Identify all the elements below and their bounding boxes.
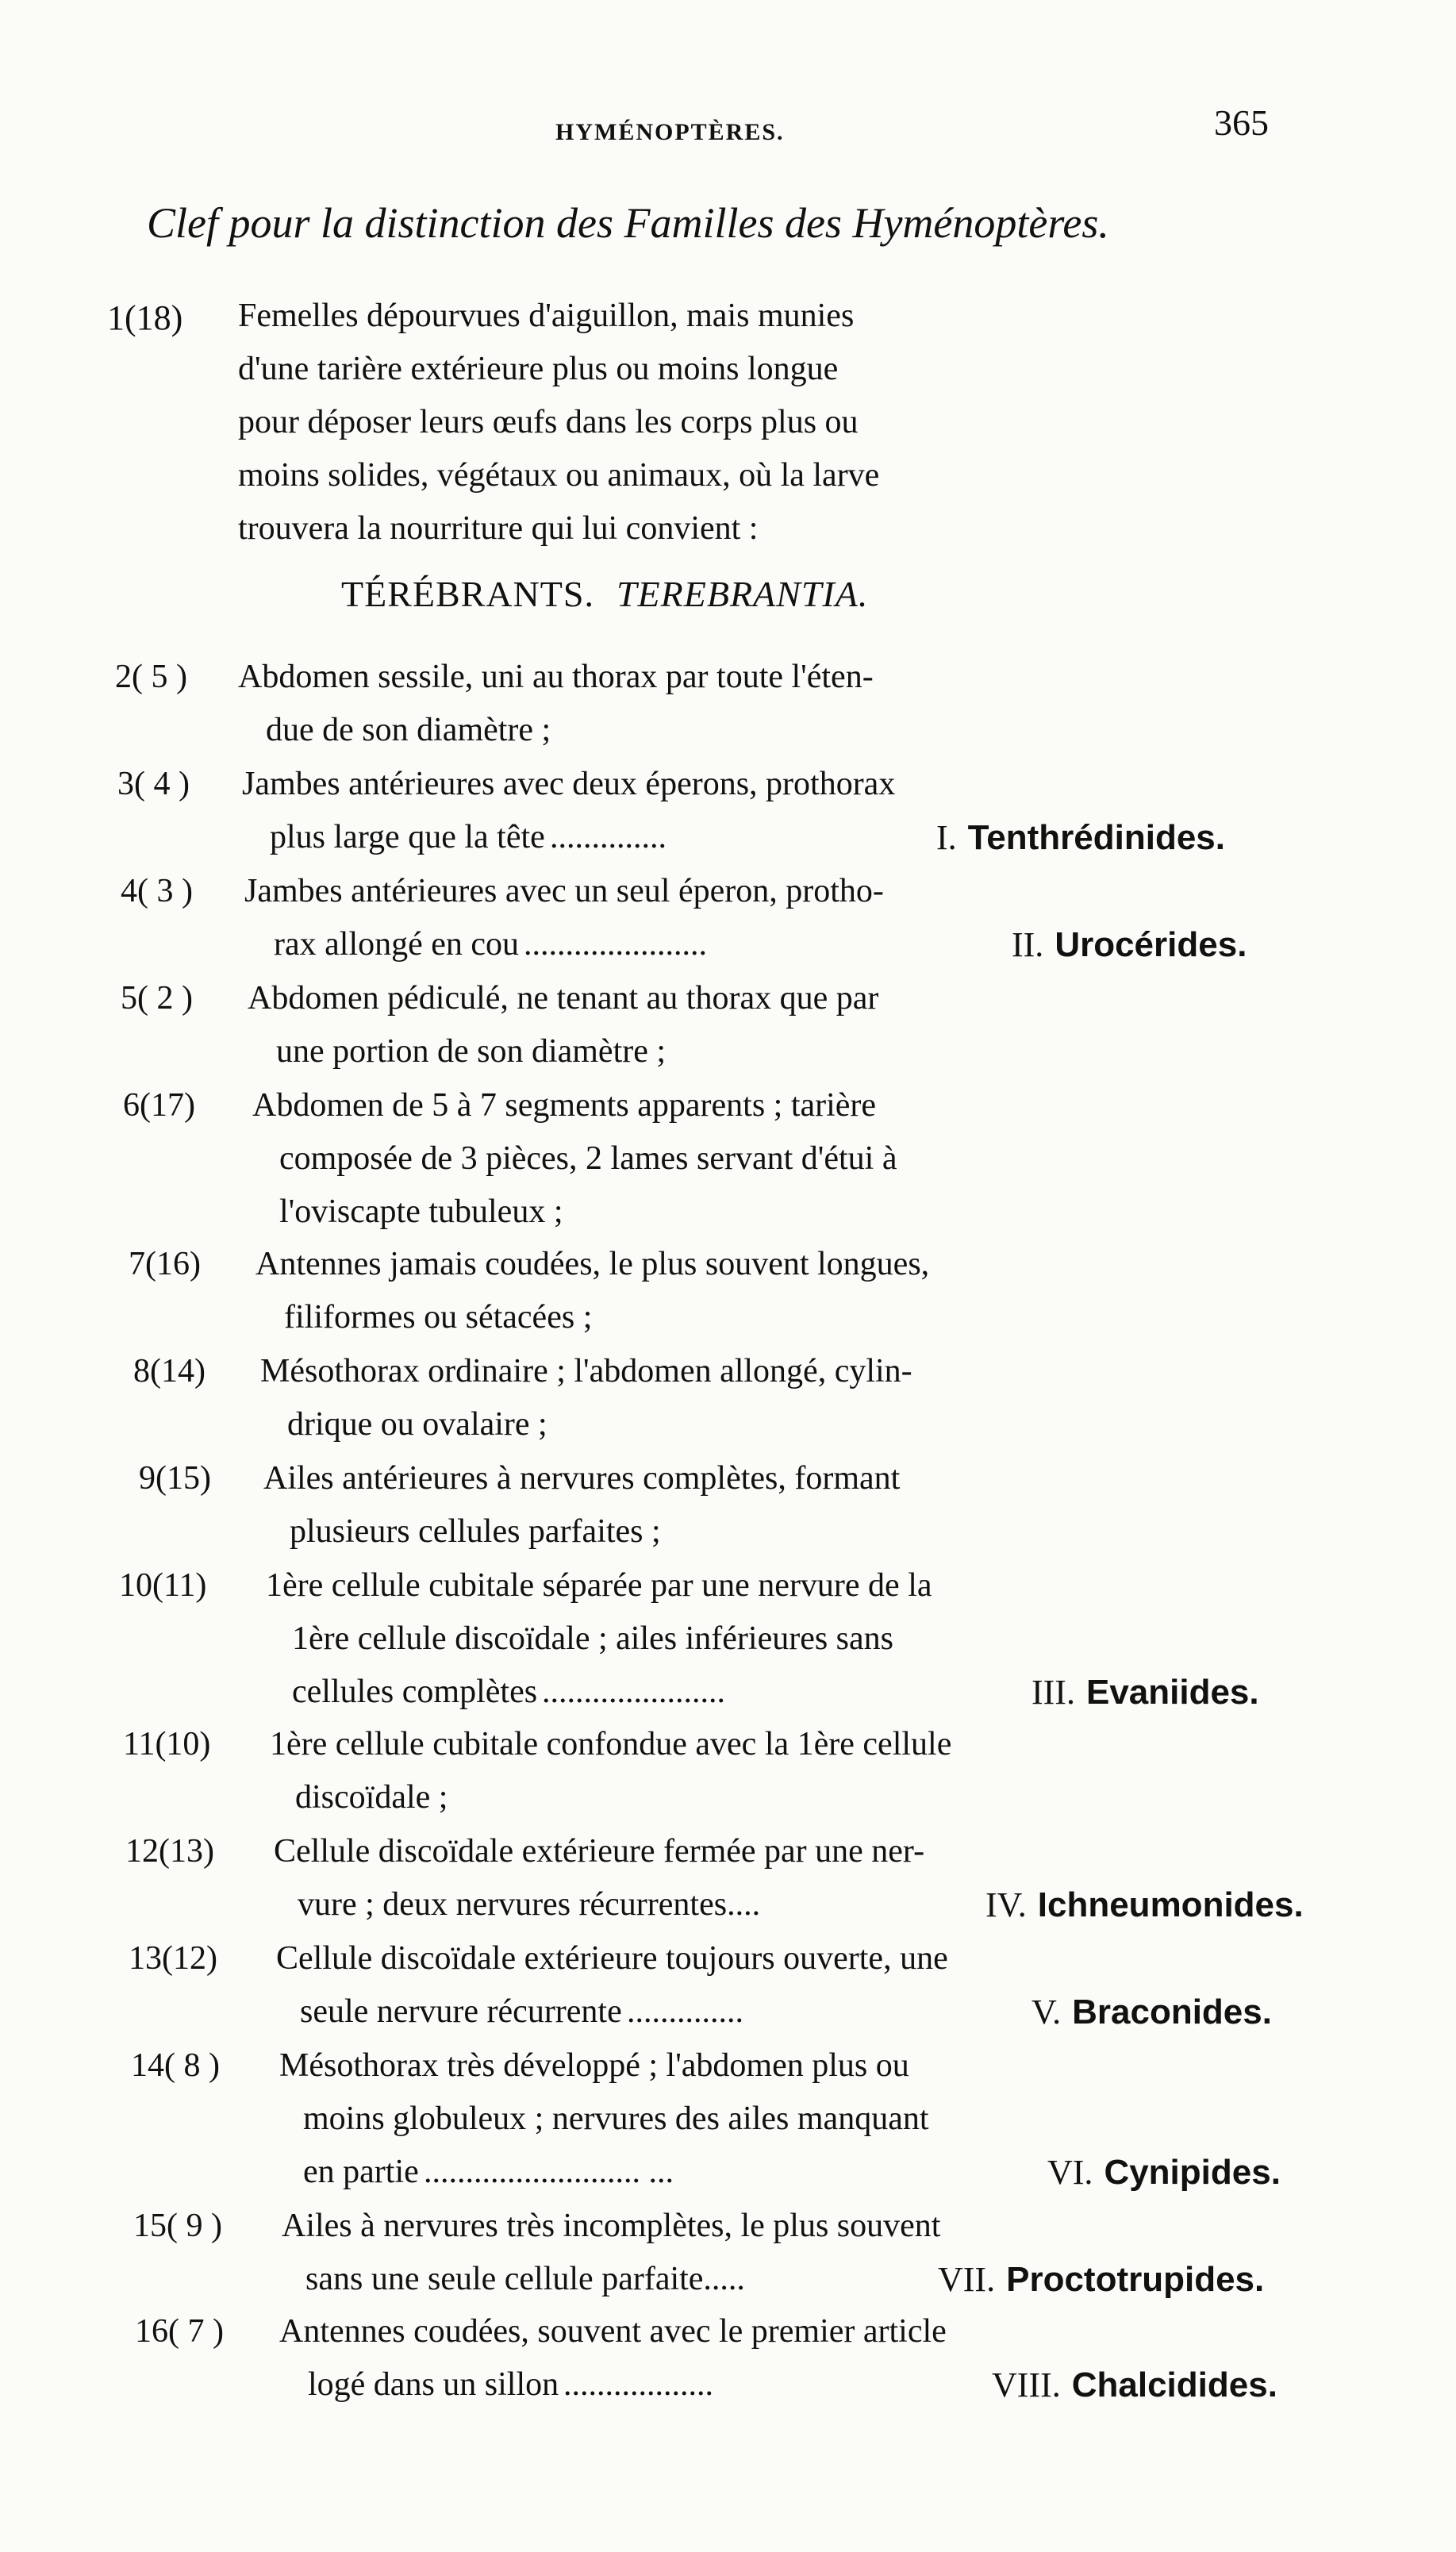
entry-line: moins globuleux ; nervures des ailes manquant <box>303 2100 929 2137</box>
entry-number: 15( 9 ) <box>133 2208 222 2244</box>
entry-line: 1ère cellule cubitale confondue avec la 1ère cellule <box>270 1726 952 1762</box>
family-label <box>985 1878 1304 1933</box>
entry-line: Antennes jamais coudées, le plus souvent longues, <box>255 1246 930 1282</box>
dot-leader: ...................... <box>542 1674 725 1710</box>
family-label <box>992 2358 1277 2413</box>
family-label <box>1031 1985 1272 2040</box>
family-number: VIII. <box>992 2366 1061 2404</box>
family-number: I. <box>936 818 957 857</box>
entry-line: une portion de son diamètre ; <box>276 1033 667 1070</box>
entry-line: Jambes antérieures avec un seul éperon, protho- <box>244 873 884 909</box>
entry-line: sans une seule cellule parfaite..... <box>305 2261 745 2297</box>
section-heading-latin: TEREBRANTIA. <box>616 574 869 614</box>
intro-line: trouvera la nourriture qui lui convient : <box>238 510 759 547</box>
family-number: VII. <box>938 2260 996 2299</box>
family-number: II. <box>1012 925 1044 964</box>
entry-line: Abdomen pédiculé, ne tenant au thorax que par <box>248 980 879 1017</box>
dot-leader: ...................... <box>524 926 707 963</box>
entry-line: discoïdale ; <box>295 1779 448 1816</box>
entry-number: 9(15) <box>139 1460 211 1497</box>
entry-line: Cellule discoïdale extérieure toujours ouverte, une <box>276 1940 948 1977</box>
entry-line: Mésothorax très développé ; l'abdomen plus ou <box>279 2047 909 2084</box>
intro-line: pour déposer leurs œufs dans les corps plus ou <box>238 404 859 440</box>
family-number: V. <box>1031 1993 1062 2031</box>
entry-line: Ailes antérieures à nervures complètes, formant <box>263 1460 901 1497</box>
entry-line: seule nervure récurrente <box>300 1993 622 2030</box>
entry-number: 3( 4 ) <box>117 766 190 802</box>
entry-number: 2( 5 ) <box>115 659 187 695</box>
entry-line: en partie <box>303 2154 419 2190</box>
family-number: VI. <box>1047 2153 1093 2192</box>
dot-leader: .............. <box>550 819 667 855</box>
entry-number: 4( 3 ) <box>121 873 193 909</box>
entry-line: vure ; deux nervures récurrentes.... <box>298 1886 761 1923</box>
entry-number: 8(14) <box>133 1353 206 1389</box>
entry-number: 16( 7 ) <box>135 2313 224 2350</box>
entry-line: Cellule discoïdale extérieure fermée par une ner- <box>274 1833 925 1870</box>
family-number: III. <box>1031 1673 1075 1712</box>
entry-line: cellules complètes <box>292 1674 538 1710</box>
family-label <box>938 2253 1264 2308</box>
family-label <box>936 811 1225 866</box>
entry-line: composée de 3 pièces, 2 lames servant d'étui à <box>279 1140 897 1177</box>
entry-line: Antennes coudées, souvent avec le premier article <box>279 2313 947 2350</box>
entry-line: rax allongé en cou <box>274 926 520 963</box>
family-label <box>1047 2146 1281 2200</box>
family-number: IV. <box>985 1885 1027 1924</box>
dot-leader: .......................... ... <box>424 2154 674 2190</box>
intro-line: d'une tarière extérieure plus ou moins longue <box>238 351 839 387</box>
family-name: Ichneumonides. <box>1037 1885 1304 1924</box>
key-title: Clef pour la distinction des Familles des Hyménoptères. <box>147 199 1109 247</box>
entry-line: Ailes à nervures très incomplètes, le plus souvent <box>282 2208 941 2244</box>
entry-number: 11(10) <box>123 1726 211 1762</box>
family-name: Urocérides. <box>1055 925 1247 964</box>
dot-leader: .................. <box>563 2366 713 2403</box>
entry-line: 1ère cellule cubitale séparée par une nervure de la <box>266 1567 932 1604</box>
dot-leader: .............. <box>627 1993 743 2030</box>
section-heading-french: TÉRÉBRANTS. <box>341 574 594 614</box>
family-name: Cynipides. <box>1104 2153 1281 2192</box>
entry-line: l'oviscapte tubuleux ; <box>279 1193 563 1230</box>
entry-line: plusieurs cellules parfaites ; <box>290 1513 661 1550</box>
entry-line: Abdomen de 5 à 7 segments apparents ; tarière <box>252 1087 877 1124</box>
entry-number: 5( 2 ) <box>121 980 193 1017</box>
entry-line: logé dans un sillon <box>308 2366 559 2403</box>
entry-number: 10(11) <box>119 1567 207 1604</box>
intro-line: Femelles dépourvues d'aiguillon, mais munies <box>238 298 855 334</box>
page-number: 365 <box>1214 102 1269 143</box>
entry-number: 7(16) <box>129 1246 201 1282</box>
section-heading <box>341 573 868 615</box>
intro-line: moins solides, végétaux ou animaux, où la larve <box>238 457 880 494</box>
family-name: Tenthrédinides. <box>967 818 1225 857</box>
family-label <box>1031 1666 1259 1720</box>
entry-line: drique ou ovalaire ; <box>287 1406 547 1443</box>
entry-line: Mésothorax ordinaire ; l'abdomen allongé, cylin- <box>260 1353 912 1389</box>
entry-line: plus large que la tête <box>270 819 545 855</box>
intro-number: 1(18) <box>107 298 183 337</box>
entry-line: due de son diamètre ; <box>266 712 551 748</box>
family-label <box>1012 918 1247 973</box>
family-name: Chalcidides. <box>1071 2366 1277 2404</box>
family-name: Evaniides. <box>1085 1673 1259 1712</box>
entry-number: 12(13) <box>125 1833 214 1870</box>
entry-line: Jambes antérieures avec deux éperons, prothorax <box>242 766 896 802</box>
entry-line: filiformes ou sétacées ; <box>284 1299 593 1336</box>
running-title: HYMÉNOPTÈRES. <box>555 119 785 145</box>
entry-number: 14( 8 ) <box>131 2047 220 2084</box>
entry-number: 6(17) <box>123 1087 195 1124</box>
intro-paragraph <box>238 290 1095 555</box>
family-name: Proctotrupides. <box>1006 2260 1265 2299</box>
entry-line: 1ère cellule discoïdale ; ailes inférieures sans <box>292 1620 894 1657</box>
entry-number: 13(12) <box>129 1940 217 1977</box>
entry-line: Abdomen sessile, uni au thorax par toute l'éten- <box>238 659 874 695</box>
family-name: Braconides. <box>1072 1993 1272 2031</box>
